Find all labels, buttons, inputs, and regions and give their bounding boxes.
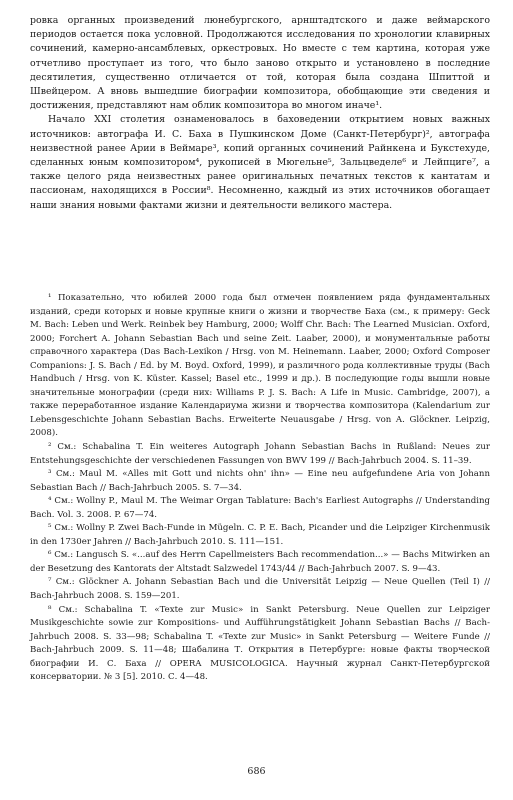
footnote: ⁸ См.: Schabalina T. «Texte zur Music» in Sankt Petersburg. Neue Quellen zur Leipziger Musikgeschichte sowie zur Kompositions- und Aufführungstätigkeit Johann Sebastian Bachs // Bach-Jahrbuch 2008. S. 33—98; Schabalina T. «Texte zur Music» in Sankt Petersburg — Weitere Funde // Bach-Jahrbuch 2009. S. 11—48; Шабалина Т. Открытия в Петербурге: новые факты творческой биографии И. С. Баха // OPERA MUSICOLOGICA. Научный журнал Санкт-Петербургской консерватории. № 3 [5]. 2010. С. 4—48. [30,604,490,683]
footnote: ⁶ См.: Langusch S. «...auf des Herrn Capellmeisters Bach recommendation...» — Bachs Mitwirken an der Besetzung des Kantorats der Altstadt Salzwedel 1743/44 // Bach-Jahrbuch 2007. S. 9—43. [30,550,490,574]
paragraph: Начало XXI столетия ознаменовалось в баховедении открытием новых важных источников: автографа И. С. Баха в Пушкинском Доме (Санкт-Петербург)², автографа неизвестной ранее Арии в Веймаре³, копий органных сочинений Райнкена и Букстехуде, сделанных юным композитором⁴, рукописей в Мюгельне⁵, Зальцведеле⁶ и Лейпциге⁷, а также целого ряда неизвестных ранее оригинальных печатных текстов к кантатам и пассионам, находящихся в России⁸. Несомненно, каждый из этих источников обогащает наши знания новыми фактами жизни и деятельности великого мастера. [30,114,490,211]
main-text [30,14,490,213]
footnote: ⁷ См.: Glöckner A. Johann Sebastian Bach und die Universität Leipzig — Neue Quellen (Teil I) // Bach-Jahrbuch 2008. S. 159—201. [30,577,490,602]
footnote: ³ См.: Maul M. «Alles mit Gott und nichts ohn' ihn» — Eine neu aufgefundene Aria von Johann Sebastian Bach // Bach-Jahrbuch 2005. S. 7—34. [30,469,490,493]
footnote: ² См.: Schabalina T. Ein weiteres Autograph Johann Sebastian Bachs in Rußland: Neues zur Entstehungsgeschichte der verschiedenen Fassungen von BWV 199 // Bach-Jahrbuch 2004. S. 11–39. [30,442,490,466]
footnote: ¹ Показательно, что юбилей 2000 года был отмечен появлением ряда фундаментальных изданий, среди которых и новые крупные книги о жизни и творчестве Баха (см., к примеру: Geck M. Bach: Leben und Werk. Reinbek bey Hamburg, 2000; Wolff Chr. Bach: The Learned Musician. Oxford, 2000; Forchert A. Johann Sebastian Bach und seine Zeit. Laaber, 2000), и монументальные работы справочного характера (Das Bach-Lexikon / Hrsg. von M. Heinemann. Laaber, 2000; Oxford Composer Companions: J. S. Bach / Ed. by M. Boyd. Oxford, 1999), и различного рода коллективные труды (Bach Handbuch / Hrsg. von K. Küster. Kassel; Basel etc., 1999 и др.). В последующие годы вышли новые значительные монографии (среди них: Williams P. J. S. Bach: A Life in Music. Cambridge, 2007), а также переработанное издание Календариума жизни и творчества композитора (Kalendarium zur Lebensgeschichte Johann Sebastian Bachs. Erweiterte Neuausgabe / Hrsg. von A. Glöckner. Leipzig, 2008). [30,293,490,439]
footnotes [30,292,490,685]
page-number: 686 [247,766,266,777]
footnote: ⁵ См.: Wollny P. Zwei Bach-Funde in Mügeln. C. P. E. Bach, Picander und die Leipziger Kirchenmusik in den 1730er Jahren // Bach-Jahrbuch 2010. S. 111—151. [30,523,490,547]
paragraph: ровка органных произведений люнебургского, арнштадтского и даже веймарского периодов остается пока условной. Продолжаются исследования по хронологии клавирных сочинений, камерно-ансамблевых, оркестровых. Но вместе с тем картина, которая уже отчетливо проступает из того, что было заново открыто и установлено в последние десятилетия, существенно отличается от той, которая была создана Шпиттой и Швейцером. А вновь вышедшие биографии композитора, обобщающие эти сведения и достижения, представляют нам облик композитора во многом иначе¹. [30,15,490,112]
footnote: ⁴ См.: Wollny P., Maul M. The Weimar Organ Tablature: Bach's Earliest Autographs // Understanding Bach. Vol. 3. 2008. P. 67—74. [30,496,490,520]
